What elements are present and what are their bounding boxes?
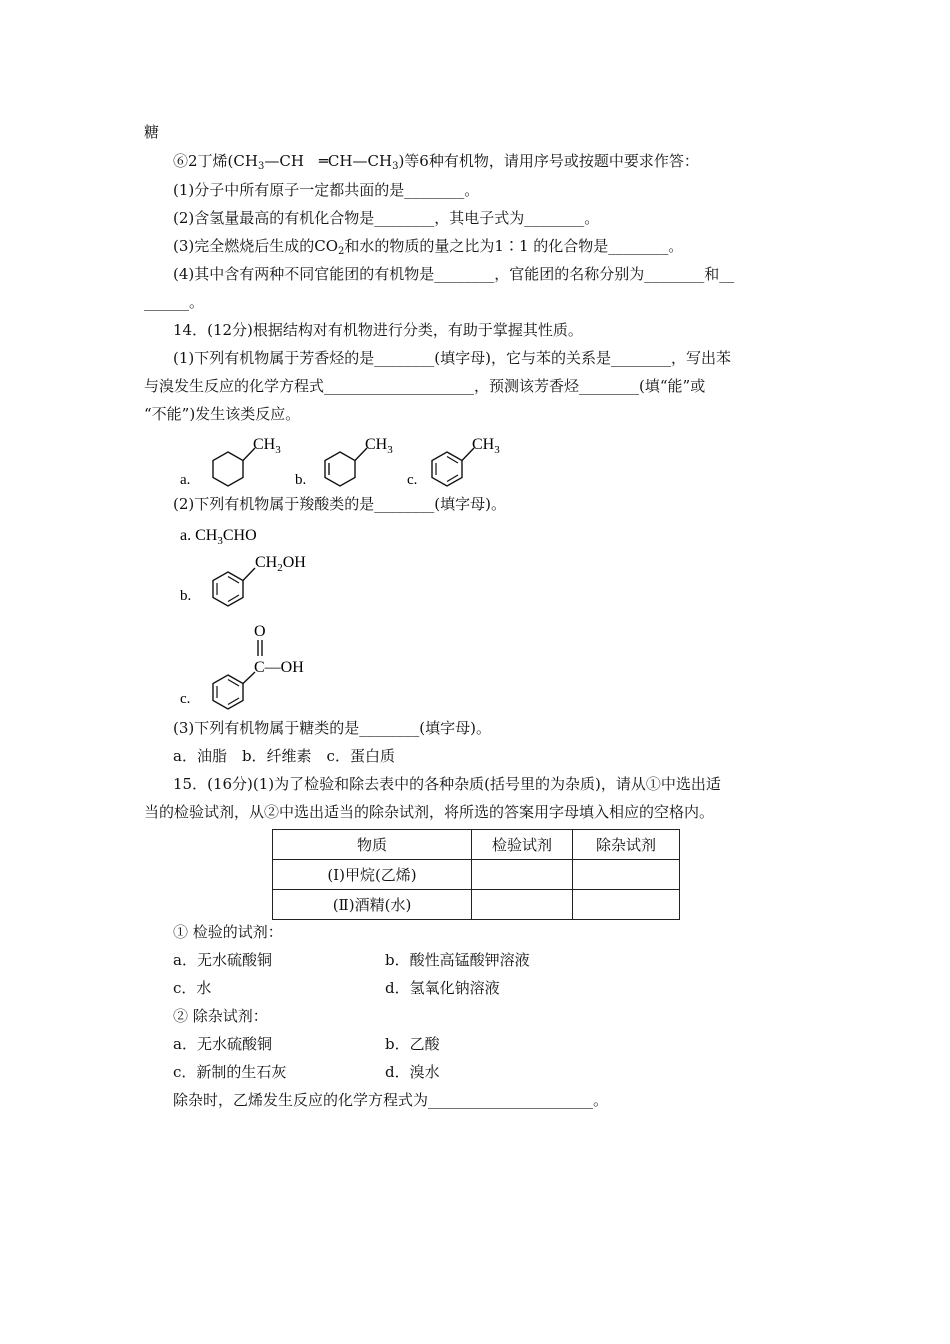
table-cell: (Ⅰ)甲烷(乙烯) [273,860,472,890]
hydroxymethyl-label: $CH_2OH$ [255,554,306,574]
bond [243,568,255,581]
problem-14-1-cont: “不能”)发生该类反应。 [144,405,301,423]
question-4-cont: ______。 [144,293,205,311]
problem-15-cont: 当的检验试剂，从②中选出适当的除杂试剂，将所选的答案用字母填入相应的空格内。 [144,803,715,821]
option-c-label: c. [180,691,191,707]
table-row [273,890,680,920]
option-a-label: a. [180,472,191,488]
remove-option: b．乙酸 [385,1035,440,1053]
table-cell-blank [573,890,680,920]
carboxylic-options-structures [175,520,375,720]
option-a-label: a. $CH_3CHO$ [180,527,257,547]
check-option: b．酸性高锰酸钾溶液 [385,951,530,969]
problem-14-3-options: a．油脂 b．纤维素 c．蛋白质 [173,747,395,765]
text-line: ⑥2丁烯($CH_3—CH$ $═CH—CH_3$)等6种有机物，请用序号或按题中要求作答： [173,152,699,172]
reagent-table [272,829,680,920]
text-line: 糖 [144,123,160,141]
methyl-label: $CH_3$ [472,436,500,456]
remove-option: a．无水硫酸铜 [173,1035,272,1053]
problem-15: 15．(16分)(1)为了检验和除去表中的各种杂质(括号里的为杂质)，请从①中选出适 [173,775,721,793]
table-header: 除杂试剂 [573,830,680,860]
table-cell-blank [472,860,573,890]
table-header: 检验试剂 [472,830,573,860]
check-option: a．无水硫酸铜 [173,951,272,969]
carbon-label: C—OH [254,659,304,676]
methyl-label: $CH_3$ [253,436,281,456]
option-c-label: c. [407,472,418,488]
question-3: (3)完全燃烧后生成的$CO_2$和水的物质的量之比为1∶1 的化合物是________。 [173,237,684,257]
aromatic-options-structures [175,432,535,500]
check-option: c．水 [173,979,212,997]
oxygen-label: O [254,623,266,640]
option-b-label: b. [180,588,192,604]
problem-14-2: (2)下列有机物属于羧酸类的是________(填字母)。 [173,495,506,513]
problem-14-3: (3)下列有机物属于糖类的是________(填字母)。 [173,719,491,737]
table-cell: (Ⅱ)酒精(水) [273,890,472,920]
remove-option: d．溴水 [385,1063,440,1081]
check-reagents-title: ① 检验的试剂： [173,923,283,941]
question-2: (2)含氢量最高的有机化合物是________，其电子式为________。 [173,209,600,227]
table-cell-blank [472,890,573,920]
problem-14-1-cont: 与溴发生反应的化学方程式____________________，预测该芳香烃________(填“能”或 [144,377,706,395]
question-4: (4)其中含有两种不同官能团的有机物是________，官能团的名称分别为________和__ [173,265,735,283]
table-cell-blank [573,860,680,890]
problem-14-1: (1)下列有机物属于芳香烃的是________(填字母)，它与苯的关系是________，写出苯 [173,349,731,367]
cyclohexane-ring [213,452,243,486]
remove-reagents-title: ② 除杂试剂： [173,1007,268,1025]
final-question: 除杂时，乙烯发生反应的化学方程式为______________________。 [173,1091,609,1109]
check-option: d．氢氧化钠溶液 [385,979,500,997]
question-1: (1)分子中所有原子一定都共面的是________。 [173,181,480,199]
problem-14: 14．(12分)根据结构对有机物进行分类，有助于掌握其性质。 [173,321,583,339]
remove-option: c．新制的生石灰 [173,1063,287,1081]
table-row [273,860,680,890]
table-header: 物质 [273,830,472,860]
option-b-label: b. [295,472,307,488]
table-header-row [273,830,680,860]
methyl-label: $CH_3$ [365,436,393,456]
